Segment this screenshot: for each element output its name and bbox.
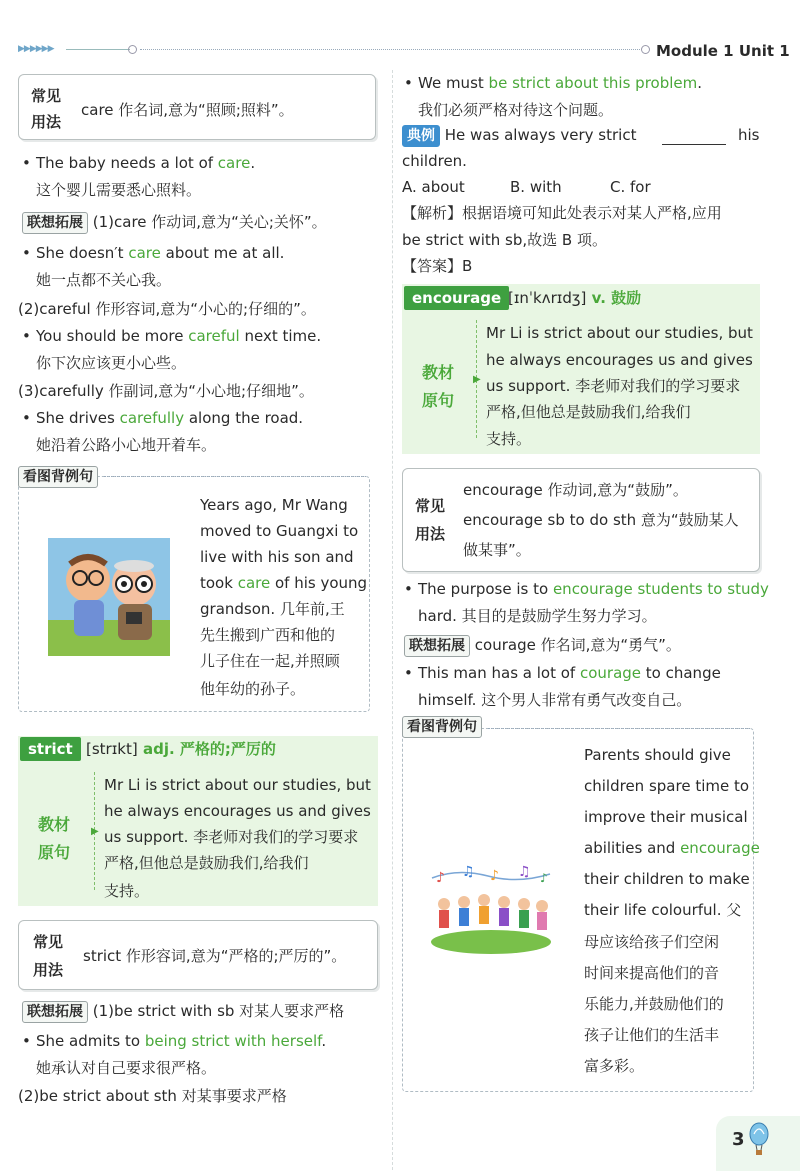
word-phonetic: [strɪkt] adj. 严格的;严厉的 — [86, 740, 276, 758]
typical-example-tag: 典例 — [402, 125, 440, 147]
extension-tag: 联想拓展 — [404, 635, 470, 657]
example-sentence: • The baby needs a lot of care. — [22, 154, 256, 172]
picture-example-text: abilities and encourage — [584, 839, 760, 857]
typical-example-question: 典例 He was always very strict — [402, 122, 636, 148]
example-translation: 她一点都不关心我。 — [36, 271, 172, 289]
extension-line: (2)careful 作形容词,意为“小心的;仔细的”。 — [18, 300, 316, 318]
extension-line: (3)carefully 作副词,意为“小心地;仔细地”。 — [18, 382, 314, 400]
header-dotted-line — [140, 49, 640, 50]
picture-example-text: 乐能力,并鼓励他们的 — [584, 995, 724, 1013]
textbook-sentence: us support. 李老师对我们的学习要求 — [486, 377, 741, 395]
picture-example-text: 富多彩。 — [584, 1057, 645, 1075]
extension-line: 联想拓展 (1)be strict with sb 对某人要求严格 — [22, 998, 344, 1024]
example-sentence: • She admits to being strict with herself. — [22, 1032, 327, 1050]
textbook-sentence: 严格,但他总是鼓励我们,给我们 — [104, 854, 309, 872]
extension-tag: 联想拓展 — [22, 1001, 88, 1023]
textbook-label: 原句 — [38, 843, 71, 862]
analysis-text: be strict with sb,故选 B 项。 — [402, 231, 607, 249]
usage-text: 做某事”。 — [463, 541, 531, 559]
header-arrows: ▶▶▶▶▶▶ — [18, 44, 54, 54]
textbook-sentence: he always encourages us and gives — [486, 351, 753, 369]
usage-text: care 作名词,意为“照顾;照料”。 — [81, 101, 294, 119]
svg-text:♪: ♪ — [436, 870, 445, 886]
usage-text: encourage 作动词,意为“鼓励”。 — [463, 481, 688, 499]
picture-example-text: 他年幼的孙子。 — [200, 680, 306, 698]
textbook-sentence: 支持。 — [486, 430, 532, 448]
textbook-sentence: Mr Li is strict about our studies, but — [486, 324, 753, 342]
pic-tag-rule — [488, 728, 750, 729]
example-sentence: • You should be more careful next time. — [22, 327, 322, 345]
example-sentence: • The purpose is to encourage students to study — [404, 580, 769, 598]
svg-text:♫: ♫ — [518, 864, 531, 880]
picture-example-tag: 看图背例句 — [18, 466, 98, 488]
answer-blank[interactable] — [662, 128, 726, 145]
textbook-label: 原句 — [422, 391, 455, 410]
balloon-icon — [748, 1122, 770, 1156]
textbook-arrow: ▶ — [91, 826, 99, 837]
example-translation: 你下次应该更小心些。 — [36, 354, 187, 372]
picture-example-tag: 看图背例句 — [402, 716, 482, 738]
picture-example-text: improve their musical — [584, 808, 748, 826]
picture-example-text: 母应该给孩子们空闲 — [584, 933, 720, 951]
textbook-label: 教材 — [38, 815, 71, 834]
picture-example-text: grandson. 几年前,王 — [200, 600, 345, 618]
picture-example-text: took care of his young — [200, 574, 368, 592]
typical-example-question: his — [738, 126, 760, 144]
word-headword: strict — [20, 737, 81, 761]
textbook-sentence: 严格,但他总是鼓励我们,给我们 — [486, 403, 691, 421]
care-usage-box — [18, 74, 376, 140]
analysis-text: 【解析】根据语境可知此处表示对某人严格,应用 — [402, 204, 722, 222]
header-dot-left — [128, 45, 137, 54]
extension-tag: 联想拓展 — [22, 212, 88, 234]
typical-example-question: children. — [402, 152, 467, 170]
pic-tag-rule — [104, 476, 366, 477]
svg-text:♪: ♪ — [540, 871, 548, 885]
choice-option[interactable]: A. about — [402, 178, 465, 196]
usage-label: 常见 — [415, 497, 446, 515]
usage-label: 常见 — [33, 933, 64, 951]
picture-example-text: moved to Guangxi to — [200, 522, 359, 540]
textbook-sentence: us support. 李老师对我们的学习要求 — [104, 828, 359, 846]
usage-label: 用法 — [415, 525, 446, 543]
picture-example-text: their life colourful. 父 — [584, 901, 742, 919]
example-translation: 这个婴儿需要悉心照料。 — [36, 181, 202, 199]
usage-text: encourage sb to do sth 意为“鼓励某人 — [463, 511, 739, 529]
word-phonetic: [ɪnˈkʌrɪdʒ] v. 鼓励 — [508, 289, 642, 307]
choice-option[interactable]: B. with — [510, 178, 562, 196]
usage-text: strict 作形容词,意为“严格的;严厉的”。 — [83, 947, 347, 965]
encourage-usage-box — [402, 468, 760, 572]
example-sentence: himself. 这个男人非常有勇气改变自己。 — [418, 691, 692, 709]
usage-label: 用法 — [33, 961, 64, 979]
svg-text:♫: ♫ — [462, 864, 475, 880]
textbook-arrow: ▶ — [473, 374, 481, 385]
textbook-sentence: he always encourages us and gives — [104, 802, 371, 820]
children-music-illustration — [428, 858, 554, 954]
column-divider — [392, 70, 393, 1170]
answer-text: 【答案】B — [402, 257, 473, 275]
example-sentence: • This man has a lot of courage to change — [404, 664, 721, 682]
example-sentence: • We must be strict about this problem. — [404, 74, 703, 92]
extension-line: 联想拓展 courage 作名词,意为“勇气”。 — [404, 632, 681, 658]
example-translation: 我们必须严格对待这个问题。 — [418, 101, 614, 119]
example-sentence: • She drives carefully along the road. — [22, 409, 304, 427]
textbook-label: 教材 — [422, 363, 455, 382]
textbook-sentence: 支持。 — [104, 882, 150, 900]
word-headword: encourage — [404, 286, 509, 310]
usage-label: 常见 — [31, 87, 62, 105]
example-translation: 她沿着公路小心地开着车。 — [36, 436, 217, 454]
svg-text:♪: ♪ — [490, 868, 499, 884]
header-rule — [66, 49, 130, 50]
picture-example-text: children spare time to — [584, 777, 750, 795]
example-sentence: hard. 其目的是鼓励学生努力学习。 — [418, 607, 657, 625]
usage-label: 用法 — [31, 113, 62, 131]
strict-usage-box — [18, 920, 378, 990]
picture-example-text: live with his son and — [200, 548, 354, 566]
page-title: Module 1 Unit 1 — [656, 42, 790, 60]
page-number: 3 — [732, 1129, 745, 1150]
extension-line: (2)be strict about sth 对某事要求严格 — [18, 1087, 287, 1105]
example-translation: 她承认对自己要求很严格。 — [36, 1059, 217, 1077]
picture-example-text: 孩子让他们的生活丰 — [584, 1026, 720, 1044]
picture-example-text: Years ago, Mr Wang — [200, 496, 348, 514]
extension-line: 联想拓展 (1)care 作动词,意为“关心;关怀”。 — [22, 209, 327, 235]
picture-example-text: 儿子住在一起,并照顾 — [200, 652, 340, 670]
picture-example-text: 时间来提高他们的音 — [584, 964, 720, 982]
picture-example-text: Parents should give — [584, 746, 731, 764]
textbook-sentence: Mr Li is strict about our studies, but — [104, 776, 371, 794]
header-dot-right — [641, 45, 650, 54]
grandpa-grandson-illustration — [48, 538, 170, 656]
picture-example-text: their children to make — [584, 870, 750, 888]
choice-option[interactable]: C. for — [610, 178, 651, 196]
picture-example-text: 先生搬到广西和他的 — [200, 626, 336, 644]
example-sentence: • She doesn′t care about me at all. — [22, 244, 285, 262]
